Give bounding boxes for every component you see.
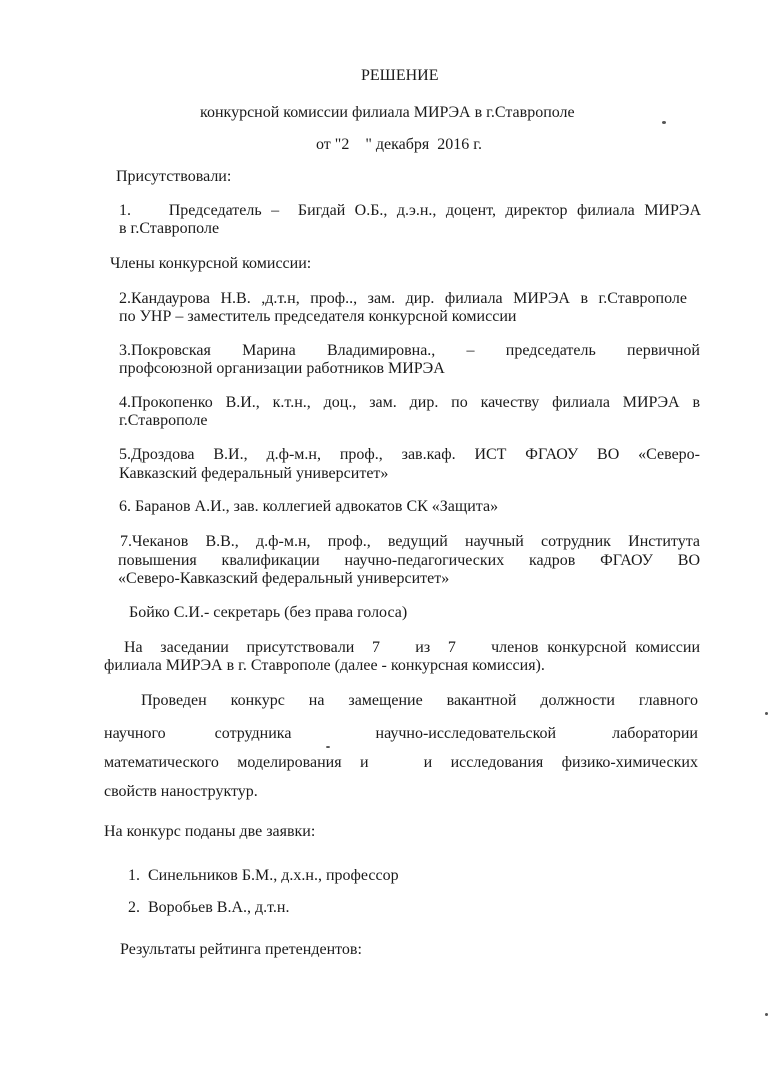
rating-label: Результаты рейтинга претендентов: [120, 941, 362, 958]
members-label: Члены конкурсной комиссии: [110, 255, 312, 272]
member-line: профсоюзной организации работников МИРЭА [119, 360, 445, 377]
member-line: Кавказский федеральный университет» [119, 465, 389, 482]
secretary-line: Бойко С.И.- секретарь (без права голоса) [129, 604, 408, 621]
member-line: «Северо-Кавказский федеральный университет» [118, 570, 450, 587]
chair-line-1: 1. Председатель – Бигдай О.Б., д.э.н., доцент, директор филиала МИРЭА [119, 202, 701, 219]
contest-line-1: Проведен конкурс на замещение вакантной должности главного [141, 692, 698, 709]
present-label: Присутствовали: [116, 168, 232, 185]
application-item: 2. Воробьев В.А., д.т.н. [128, 899, 290, 916]
member-line: 5.Дроздова В.И., д.ф-м.н, проф., зав.каф. ИСТ ФГАОУ ВО «Северо- [119, 446, 700, 463]
attendance-line-2: филиала МИРЭА в г. Ставрополе (далее - конкурсная комиссия). [104, 657, 545, 674]
chair-line-2: в г.Ставрополе [119, 220, 220, 237]
member-line: 6. Баранов А.И., зав. коллегией адвокатов СК «Защита» [119, 498, 499, 515]
member-line: 3.Покровская Марина Владимировна., – председатель первичной [119, 342, 700, 359]
document-date: от "2 " декабря 2016 г. [316, 136, 482, 153]
member-line: 2.Кандаурова Н.В. ,д.т.н, проф.., зам. дир. филиала МИРЭА в г.Ставрополе [119, 290, 687, 307]
attendance-line-1: На заседании присутствовали 7 из 7 членов конкурсной комиссии [124, 639, 700, 656]
document-title: РЕШЕНИЕ [361, 67, 439, 84]
scan-speck [662, 121, 666, 124]
member-line: по УНР – заместитель председателя конкурсной комиссии [119, 308, 517, 325]
member-line: повышения квалификации научно-педагогических кадров ФГАОУ ВО [118, 552, 700, 569]
contest-line-4: свойств наноструктур. [104, 783, 258, 800]
contest-line-2: научного сотрудника научно-исследовательской лаборатории [104, 725, 698, 742]
contest-line-3: математического моделирования и и исследования физико-химических [104, 754, 698, 771]
scan-speck [326, 746, 330, 748]
application-item: 1. Синельников Б.М., д.х.н., профессор [128, 867, 399, 884]
applications-label: На конкурс поданы две заявки: [104, 823, 316, 840]
member-line: 7.Чеканов В.В., д.ф-м.н, проф., ведущий научный сотрудник Института [120, 533, 700, 550]
document-subtitle: конкурсной комиссии филиала МИРЭА в г.Ставрополе [200, 104, 575, 121]
member-line: 4.Прокопенко В.И., к.т.н., доц., зам. дир. по качеству филиала МИРЭА в [119, 394, 700, 411]
member-line: г.Ставрополе [119, 412, 208, 429]
